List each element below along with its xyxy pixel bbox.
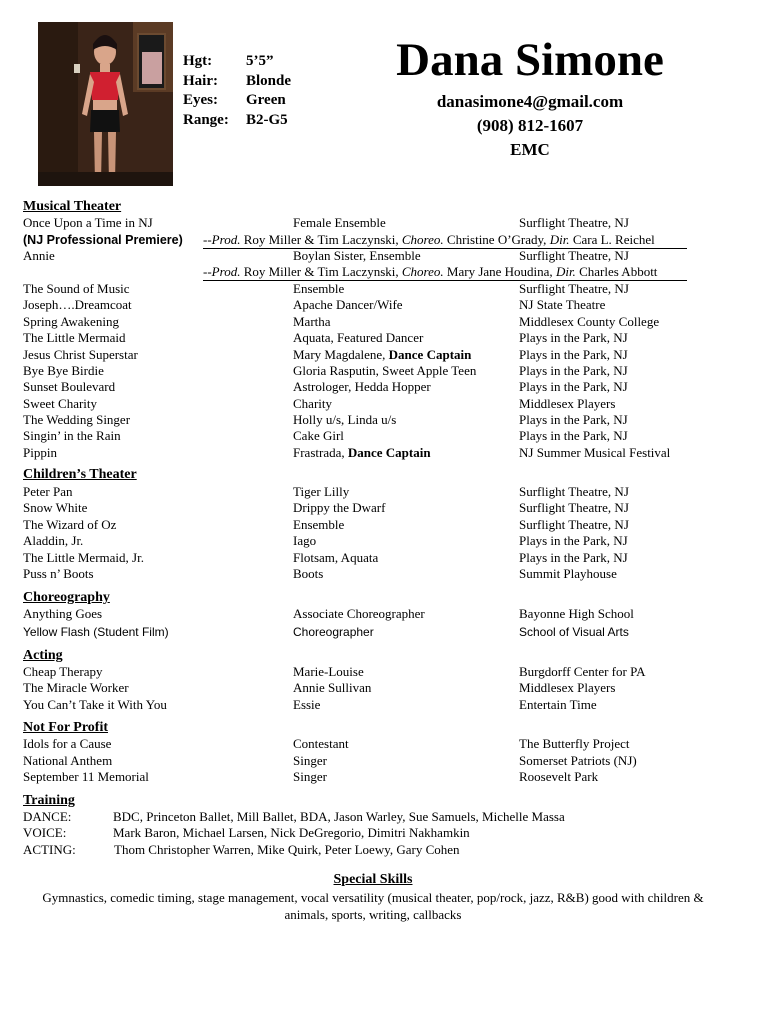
section-heading-not-for-profit: Not For Profit (23, 720, 109, 735)
role-text: Astrologer, Hedda Hopper (293, 379, 431, 394)
role-text: Frastrada, (293, 445, 348, 460)
venue: Summit Playhouse (519, 566, 617, 581)
role-text: Mary Magdalene, (293, 347, 389, 362)
credit-row (23, 606, 723, 622)
role: Essie (293, 697, 321, 712)
credit-row (23, 533, 723, 549)
role-text: Ensemble (293, 281, 345, 296)
prod-label: Prod. (211, 264, 241, 279)
stat-value: B2-G5 (246, 111, 288, 128)
dir-label: Dir. (555, 264, 576, 279)
credit-row (23, 445, 723, 461)
credit-row (23, 736, 723, 752)
credit-row (23, 215, 723, 231)
training-label: DANCE: (23, 809, 72, 824)
training-label: VOICE: (23, 825, 67, 840)
credit-row (23, 379, 723, 395)
venue: The Butterfly Project (519, 736, 630, 751)
show-title: Spring Awakening (23, 314, 119, 329)
role-highlight: Dance Captain (388, 347, 472, 362)
role: Ensemble (293, 517, 345, 532)
role-text: Gloria Rasputin, Sweet Apple Teen (293, 363, 477, 378)
show-title: September 11 Memorial (23, 769, 149, 784)
show-title: Once Upon a Time in NJ (23, 215, 153, 230)
venue: Surflight Theatre, NJ (519, 484, 629, 499)
role-text: Aquata, Featured Dancer (293, 330, 424, 345)
show-title: Anything Goes (23, 606, 103, 621)
show-title: Snow White (23, 500, 88, 515)
role (293, 281, 344, 297)
credit-row (23, 396, 723, 412)
role-text: Martha (293, 314, 331, 329)
role: Flotsam, Aquata (293, 550, 379, 565)
credit-row (23, 500, 723, 516)
credit-row (23, 769, 723, 785)
production-credits (203, 232, 687, 249)
premiere-note: (NJ Professional Premiere) (23, 233, 183, 247)
venue: Middlesex Players (519, 680, 616, 695)
section-heading-special-skills: Special Skills (333, 872, 413, 887)
training-value: Mark Baron, Michael Larsen, Nick DeGregorio, Dimitri Nakhamkin (113, 825, 470, 840)
venue: Roosevelt Park (519, 769, 599, 784)
show-title: Sweet Charity (23, 396, 98, 411)
credit-row (23, 680, 723, 696)
role (293, 330, 423, 346)
role (293, 379, 431, 395)
role: Associate Choreographer (293, 606, 425, 621)
role (293, 396, 332, 412)
show-title: Annie (23, 248, 55, 263)
venue: Plays in the Park, NJ (519, 412, 628, 427)
training-value: BDC, Princeton Ballet, Mill Ballet, BDA, Jason Warley, Sue Samuels, Michelle Massa (113, 809, 565, 824)
credit-row (23, 697, 723, 713)
role (293, 363, 476, 379)
show-title: The Wedding Singer (23, 412, 131, 427)
role: Contestant (293, 736, 349, 751)
role (293, 445, 431, 461)
credit-row (23, 484, 723, 500)
credit-row (23, 363, 723, 379)
choreo-label: Choreo. (401, 264, 444, 279)
show-title: Peter Pan (23, 484, 73, 499)
venue: Surflight Theatre, NJ (519, 248, 629, 263)
venue: NJ State Theatre (519, 297, 606, 312)
show-title: The Little Mermaid, Jr. (23, 550, 144, 565)
venue: Surflight Theatre, NJ (519, 215, 629, 230)
dir-name: Charles Abbott (575, 264, 658, 279)
credit-row (23, 248, 723, 264)
role: Boots (293, 566, 324, 581)
venue: Plays in the Park, NJ (519, 347, 628, 362)
venue: NJ Summer Musical Festival (519, 445, 671, 460)
venue: Plays in the Park, NJ (519, 363, 628, 378)
credit-row (23, 517, 723, 533)
training-label: ACTING: (23, 842, 76, 857)
show-title: The Little Mermaid (23, 330, 126, 345)
choreo-name: Mary Jane Houdina, (443, 264, 556, 279)
headshot-illustration (38, 22, 173, 186)
show-title: Yellow Flash (Student Film) (23, 625, 169, 639)
headshot-photo (38, 22, 173, 186)
dir-name: Cara L. Reichel (569, 232, 655, 247)
prod-names: Roy Miller & Tim Laczynski, (240, 232, 402, 247)
stat-label: Eyes: (183, 92, 218, 108)
role: Marie-Louise (293, 664, 364, 679)
venue: Somerset Patriots (NJ) (519, 753, 637, 768)
show-title: Idols for a Cause (23, 736, 112, 751)
performer-name: Dana Simone (396, 34, 664, 86)
choreo-name: Christine O’Grady, (443, 232, 550, 247)
show-title: The Wizard of Oz (23, 517, 117, 532)
role: Iago (293, 533, 317, 548)
show-title: Cheap Therapy (23, 664, 103, 679)
role: Singer (293, 753, 327, 768)
physical-stats (183, 52, 291, 130)
stat-hair (183, 72, 291, 92)
venue: School of Visual Arts (519, 625, 629, 639)
role: Tiger Lilly (293, 484, 350, 499)
role (293, 347, 471, 363)
stat-value: Blonde (246, 72, 292, 89)
credit-row (23, 550, 723, 566)
dir-label: Dir. (549, 232, 570, 247)
union-status: EMC (510, 140, 550, 159)
show-title: The Miracle Worker (23, 680, 129, 695)
show-title: Singin’ in the Rain (23, 428, 121, 443)
training-value: Thom Christopher Warren, Mike Quirk, Peter Loewy, Gary Cohen (114, 842, 460, 857)
credit-row (23, 566, 723, 582)
venue: Surflight Theatre, NJ (519, 517, 629, 532)
show-title: Jesus Christ Superstar (23, 347, 138, 362)
credit-row (23, 330, 723, 346)
credit-row (23, 753, 723, 769)
credit-row (23, 624, 723, 640)
role (293, 297, 403, 313)
section-heading-acting: Acting (23, 648, 63, 663)
show-title: National Anthem (23, 753, 113, 768)
role: Female Ensemble (293, 215, 386, 230)
role (293, 412, 396, 428)
role: Annie Sullivan (293, 680, 372, 695)
choreo-label: Choreo. (401, 232, 444, 247)
role: Singer (293, 769, 327, 784)
prod-names: Roy Miller & Tim Laczynski, (240, 264, 402, 279)
credit-prefix: -- (203, 264, 212, 279)
role (293, 428, 344, 444)
stat-label: Hair: (183, 72, 218, 89)
role: Choreographer (293, 625, 374, 639)
stat-label: Range: (183, 111, 229, 128)
show-title: The Sound of Music (23, 281, 130, 296)
venue: Entertain Time (519, 697, 597, 712)
stat-value: 5’5” (246, 53, 274, 69)
section-heading-musical-theater: Musical Theater (23, 199, 122, 214)
prod-label: Prod. (211, 232, 241, 247)
venue: Bayonne High School (519, 606, 634, 621)
show-title: Bye Bye Birdie (23, 363, 104, 378)
credit-prefix: -- (203, 232, 212, 247)
show-title: Puss n’ Boots (23, 566, 94, 581)
production-credits (203, 264, 687, 281)
role: Drippy the Dwarf (293, 500, 386, 515)
stat-range (183, 111, 291, 131)
role-text: Cake Girl (293, 428, 344, 443)
venue: Surflight Theatre, NJ (519, 500, 629, 515)
show-title: Joseph….Dreamcoat (23, 297, 132, 312)
credit-row (23, 412, 723, 428)
venue: Plays in the Park, NJ (519, 550, 628, 565)
special-skills-text: Gymnastics, comedic timing, stage management, vocal versatility (musical theater, pop/rock, jazz, R&B) good with children & animals, sports, writing, callbacks (42, 890, 704, 922)
show-title: Sunset Boulevard (23, 379, 116, 394)
venue: Surflight Theatre, NJ (519, 281, 629, 296)
role: Boylan Sister, Ensemble (293, 248, 421, 263)
stat-label: Hgt: (183, 53, 213, 69)
phone-number: (908) 812-1607 (476, 116, 584, 135)
credit-row (23, 664, 723, 680)
venue: Middlesex County College (519, 314, 660, 329)
credit-row (23, 428, 723, 444)
stat-height (183, 52, 291, 72)
venue: Middlesex Players (519, 396, 616, 411)
show-title: Pippin (23, 445, 57, 460)
stat-value: Green (246, 92, 286, 108)
role-text: Charity (293, 396, 332, 411)
role-highlight: Dance Captain (347, 445, 431, 460)
email-link[interactable]: danasimone4@gmail.com (436, 92, 624, 111)
venue: Plays in the Park, NJ (519, 428, 628, 443)
section-heading-childrens-theater: Children’s Theater (23, 467, 137, 482)
show-title: Aladdin, Jr. (23, 533, 84, 548)
venue: Plays in the Park, NJ (519, 379, 628, 394)
role (293, 314, 331, 330)
credit-row (23, 297, 723, 313)
section-heading-training: Training (23, 793, 75, 808)
credit-row (23, 281, 723, 297)
venue: Plays in the Park, NJ (519, 330, 628, 345)
role-text: Holly u/s, Linda u/s (293, 412, 397, 427)
contact-block (330, 90, 730, 162)
stat-eyes (183, 91, 291, 111)
section-heading-choreography: Choreography (23, 590, 110, 605)
credit-row (23, 347, 723, 363)
credit-row (23, 314, 723, 330)
show-title: You Can’t Take it With You (23, 697, 167, 712)
venue: Burgdorff Center for PA (519, 664, 646, 679)
role-text: Apache Dancer/Wife (293, 297, 403, 312)
venue: Plays in the Park, NJ (519, 533, 628, 548)
